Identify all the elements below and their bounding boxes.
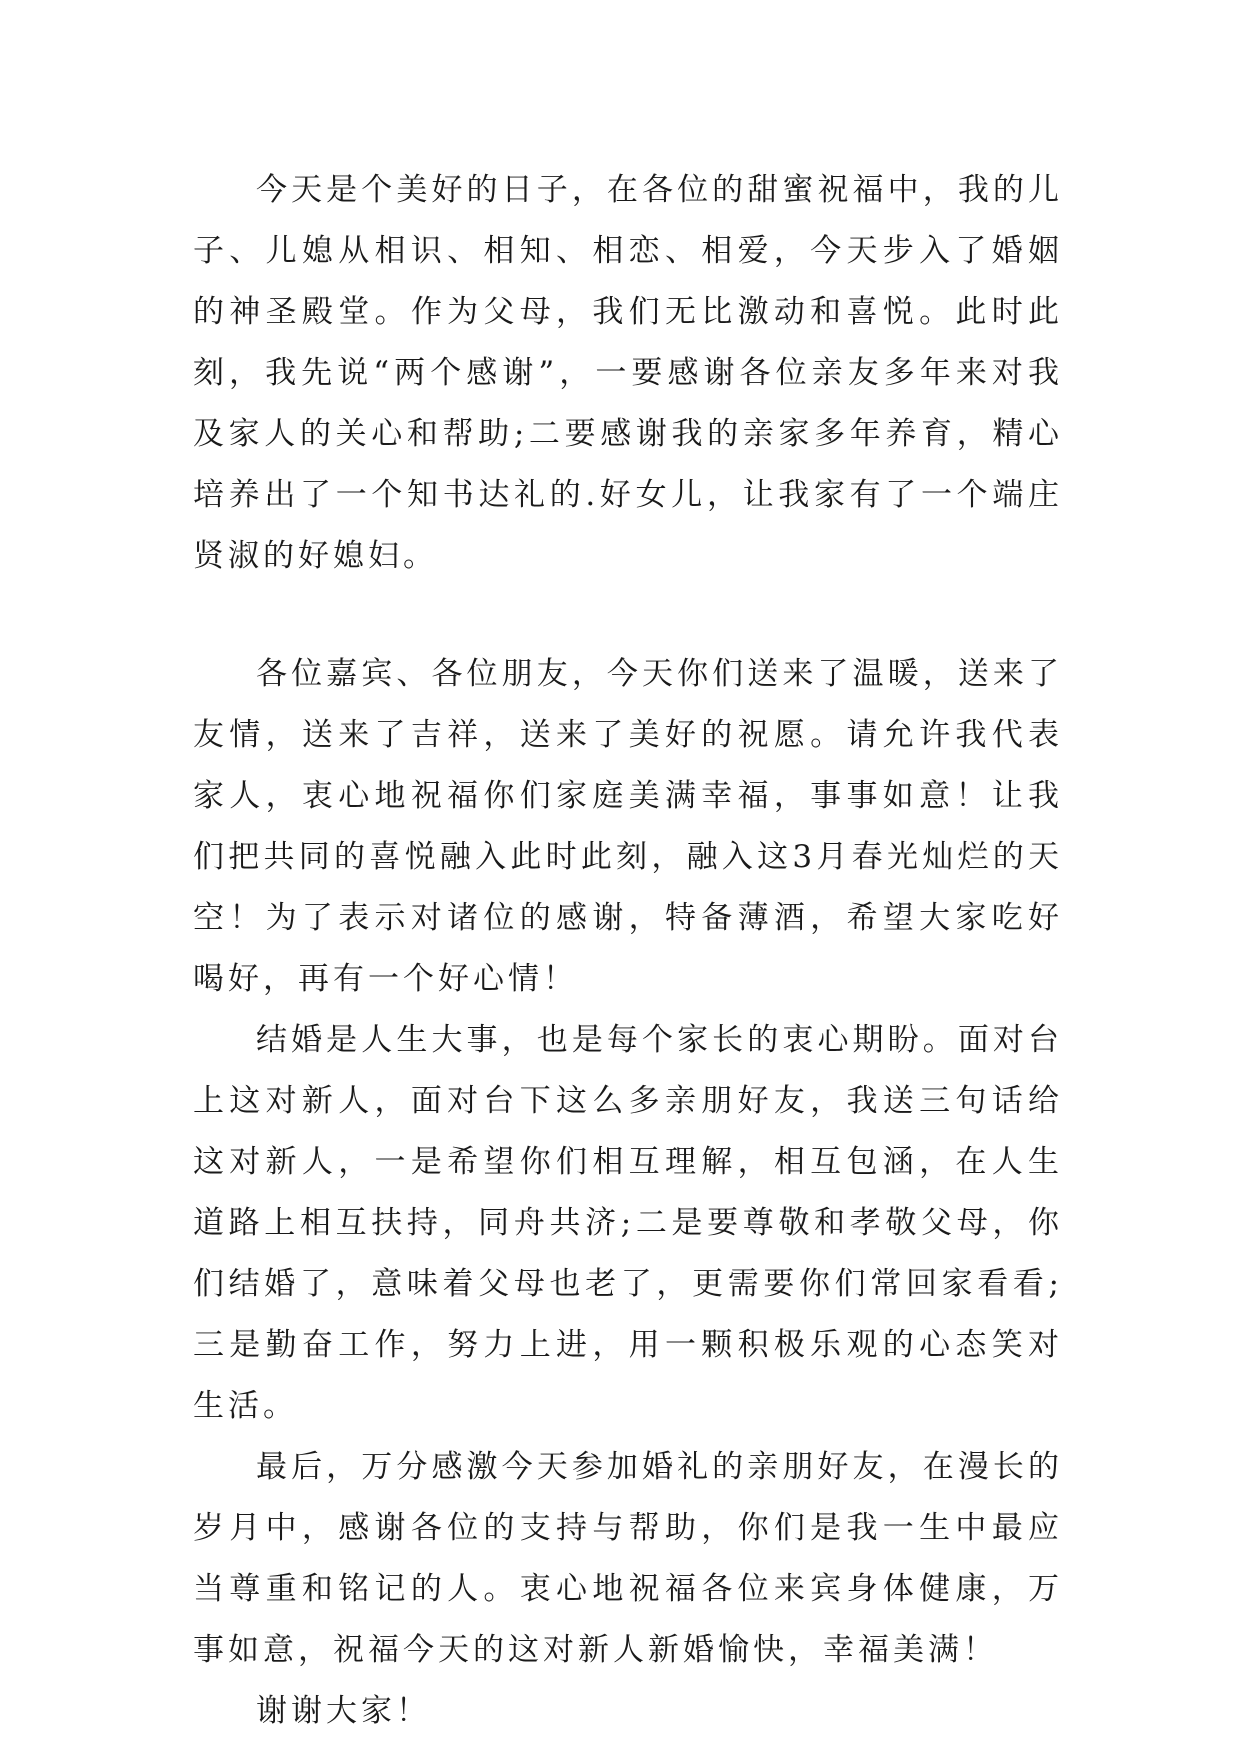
paragraph-thanks: 谢谢大家！ bbox=[256, 1693, 431, 1729]
paragraph-guests: 各位嘉宾、各位朋友，今天你们送来了温暖，送来了友情，送来了吉祥，送来了美好的祝愿。请允许我代表家人，衷心地祝福你们家庭美满幸福，事事如意！让我们把共同的喜悦融入此时此刻，融入这3月春光灿烂的天空！为了表示对诸位的感谢，特备薄酒，希望大家吃好喝好，再有一个好心情！ bbox=[193, 656, 1063, 997]
paragraph-advice: 结婚是人生大事，也是每个家长的衷心期盼。面对台上这对新人，面对台下这么多亲朋好友，我送三句话给这对新人，一是希望你们相互理解，相互包涵，在人生道路上相互扶持，同舟共济;二是要尊敬和孝敬父母，你们结婚了，意味着父母也老了，更需要你们常回家看看;三是勤奋工作，努力上进，用一颗积极乐观的心态笑对生活。 bbox=[193, 1022, 1063, 1424]
paragraph-opening: 今天是个美好的日子，在各位的甜蜜祝福中，我的儿子、儿媳从相识、相知、相恋、相爱，今天步入了婚姻的神圣殿堂。作为父母，我们无比激动和喜悦。此时此刻，我先说“两个感谢”，一要感谢各位亲友多年来对我及家人的关心和帮助;二要感谢我的亲家多年养育，精心培养出了一个知书达礼的.好女儿，让我家有了一个端庄贤淑的好媳妇。 bbox=[193, 172, 1063, 574]
document-body bbox=[193, 160, 1063, 1742]
paragraph-closing: 最后，万分感激今天参加婚礼的亲朋好友，在漫长的岁月中，感谢各位的支持与帮助，你们是我一生中最应当尊重和铭记的人。衷心地祝福各位来宾身体健康，万事如意，祝福今天的这对新人新婚愉快，幸福美满！ bbox=[193, 1449, 1063, 1668]
